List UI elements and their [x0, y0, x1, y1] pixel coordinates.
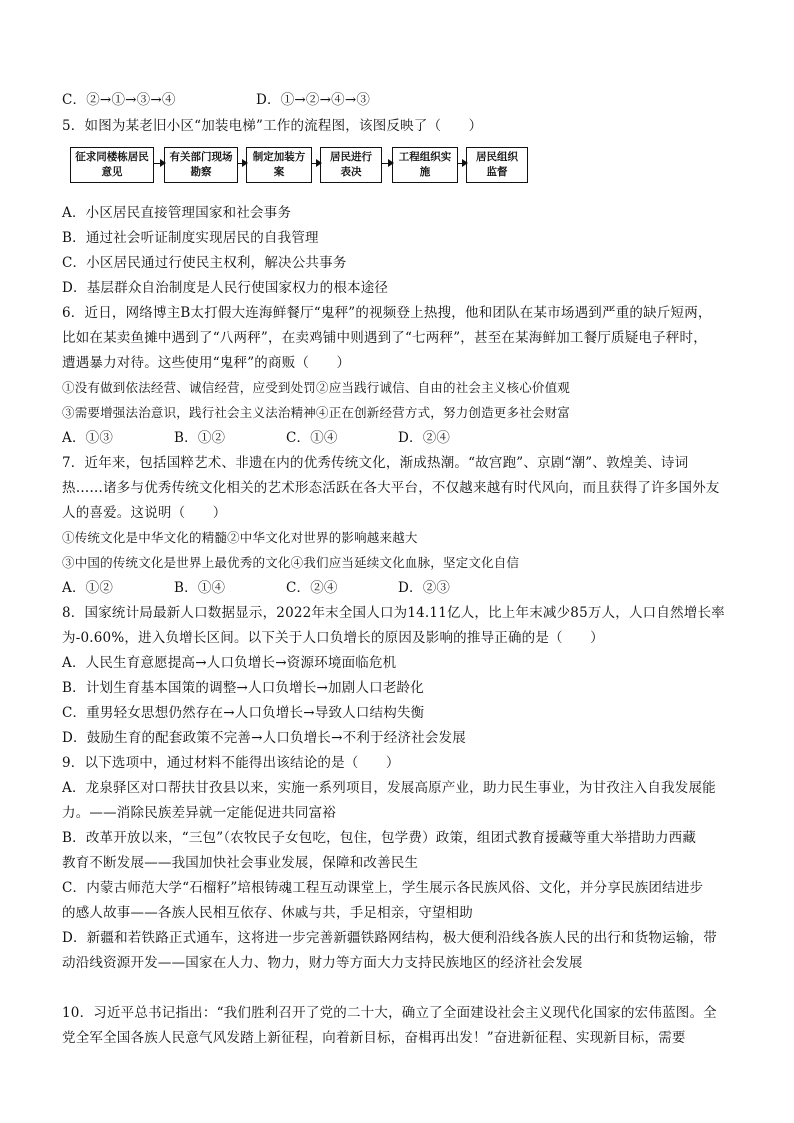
- q6-statements-1: ①没有做到依法经营、诚信经营，应受到处罚②应当践行诚信、自由的社会主义核心价值观: [62, 380, 571, 395]
- q9-option-b-line2: 教育不断发展——我国加快社会事业发展，保障和改善民生: [62, 855, 419, 871]
- q8-option-a: A．人民生育意愿提高→人口负增长→资源环境面临危机: [62, 655, 397, 671]
- q9-option-a-line1: A．龙泉驿区对口帮扶甘孜县以来，实施一系列项目，发展高原产业，助力民生事业，为甘孜注入自我发展能: [62, 780, 716, 796]
- q8-option-c: C．重男轻女思想仍然存在→人口负增长→导致人口结构失衡: [62, 705, 425, 721]
- q5-option-b: B．通过社会听证制度实现居民的自我管理: [62, 230, 319, 246]
- q7-option-a: A．①②: [62, 580, 114, 596]
- q8-option-d: D．鼓励生育的配套政策不完善→人口负增长→不利于经济社会发展: [62, 730, 466, 746]
- q7-stem-line3: 人的喜爱。这说明（ ）: [62, 505, 227, 521]
- q5-option-a: A．小区居民直接管理国家和社会事务: [62, 205, 292, 221]
- q6-option-a: A．①③: [62, 430, 114, 446]
- q10-stem-line1: 10．习近平总书记指出：“我们胜利召开了党的二十大，确立了全面建设社会主义现代化国家的宏伟蓝图。全: [62, 1005, 717, 1021]
- q4-options-cd: [62, 90, 742, 110]
- q5-option-d: D．基层群众自治制度是人民行使国家权力的根本途径: [62, 280, 389, 296]
- q7-option-d: D．②③: [398, 580, 451, 596]
- q5-option-c: C．小区居民通过行使民主权利，解决公共事务: [62, 255, 347, 271]
- q9-stem: 9．以下选项中，通过材料不能得出该结论的是（ ）: [62, 755, 400, 771]
- q9-option-b-line1: B．改革开放以来，“三包”（农牧民子女包吃，包住，包学费）政策，组团式教育援藏等重大举措助力西藏: [62, 830, 697, 846]
- q7-statements-2: ③中国的传统文化是世界上最优秀的文化④我们应当延续文化血脉，坚定文化自信: [62, 555, 520, 570]
- q6-statements-2: ③需要增强法治意识，践行社会主义法治精神④正在创新经营方式，努力创造更多社会财富: [62, 405, 571, 420]
- flow-step-4: 居民进行表决: [320, 147, 382, 183]
- q7-stem-line1: 7．近年来，包括国粹艺术、非遗在内的优秀传统文化，渐成热潮。“故宫跑”、京剧“潮”、敦煌美、诗词: [62, 455, 689, 471]
- q9-option-d-line2: 动沿线资源开发——国家在人力、物力，财力等方面大力支持民族地区的经济社会发展: [62, 955, 583, 971]
- q6-option-d: D．②④: [398, 430, 451, 446]
- q10-stem-line2: 党全军全国各族人民意气风发踏上新征程，向着新目标，奋楫再出发！”奋进新征程、实现新目标，需要: [62, 1030, 686, 1046]
- q9-option-d-line1: D．新疆和若铁路正式通车，这将进一步完善新疆铁路网结构，极大便利沿线各族人民的出行和货物运输，带: [62, 930, 717, 946]
- q7-option-b: B．①④: [174, 580, 226, 596]
- flow-step-1: 征求同楼栋居民意见: [70, 147, 154, 183]
- q9-option-c-line1: C．内蒙古师范大学“石榴籽”培根铸魂工程互动课堂上，学生展示各民族风俗、文化，并分享民族团结进步: [62, 880, 704, 896]
- q8-option-b: B．计划生育基本国策的调整→人口负增长→加剧人口老龄化: [62, 680, 424, 696]
- q7-options: [62, 578, 742, 598]
- q5-stem: 5．如图为某老旧小区“加装电梯”工作的流程图，该图反映了（ ）: [62, 118, 483, 134]
- q4-option-d: D．①→②→④→③: [256, 92, 371, 108]
- flow-step-3: 制定加装方案: [246, 147, 312, 183]
- q7-stem-line2: 热……诸多与优秀传统文化相关的艺术形态活跃在各大平台，不仅越来越有时代风向，而且获得了许多国外友: [62, 480, 720, 496]
- q6-options: [62, 428, 742, 448]
- flow-step-2: 有关部门现场勘察: [164, 147, 238, 183]
- flow-arrow-4: [382, 163, 392, 164]
- q9-option-a-line2: 力。——消除民族差异就一定能促进共同富裕: [62, 805, 336, 821]
- q6-option-c: C．①④: [286, 430, 338, 446]
- flow-arrow-3: [312, 163, 320, 164]
- q5-flowchart: [70, 143, 540, 187]
- flow-arrow-5: [458, 163, 466, 164]
- flow-step-6: 居民组织监督: [466, 147, 528, 183]
- q6-stem-line2: 比如在某卖鱼摊中遇到了“八两秤”，在卖鸡铺中则遇到了“七两秤”，甚至在某海鲜加工餐厅质疑电子秤时，: [62, 330, 707, 346]
- q8-stem-line2: 为-0.60%，进入负增长区间。以下关于人口负增长的原因及影响的推导正确的是（ ）: [62, 630, 604, 646]
- q4-option-c: C．②→①→③→④: [62, 92, 176, 108]
- q7-statements-1: ①传统文化是中华文化的精髓②中华文化对世界的影响越来越大: [62, 530, 418, 545]
- flow-step-5: 工程组织实施: [392, 147, 458, 183]
- q6-stem-line3: 遭遇暴力对待。这些使用“鬼秤”的商贩（ ）: [62, 355, 351, 371]
- flow-arrow-2: [238, 163, 246, 164]
- flow-arrow-1: [154, 163, 164, 164]
- q9-option-c-line2: 的感人故事——各族人民相互依存、休戚与共，手足相亲，守望相助: [62, 905, 473, 921]
- q8-stem-line1: 8．国家统计局最新人口数据显示，2022年末全国人口为14.11亿人，比上年末减少85万人，人口自然增长率: [62, 605, 725, 621]
- q7-option-c: C．②④: [286, 580, 338, 596]
- q6-option-b: B．①②: [174, 430, 226, 446]
- q6-stem-line1: 6．近日，网络博主B太打假大连海鲜餐厅“鬼秤”的视频登上热搜，他和团队在某市场遇到严重的缺斤短两，: [62, 305, 712, 321]
